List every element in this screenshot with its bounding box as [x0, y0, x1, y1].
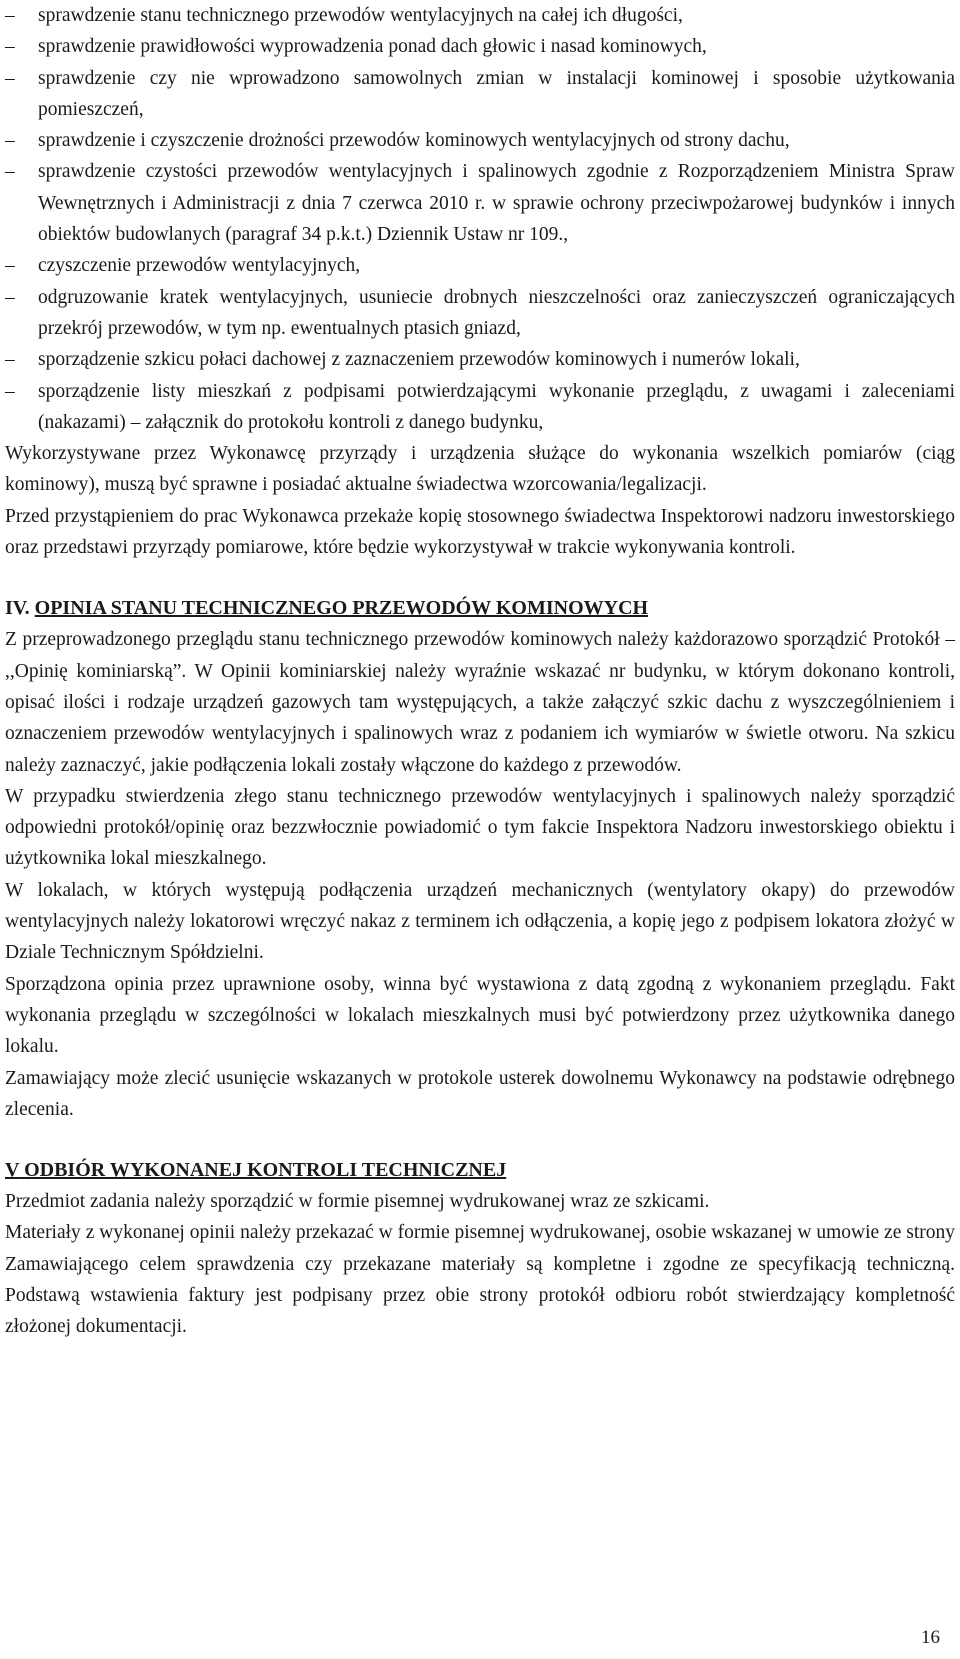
- dash-bullet-icon: –: [5, 5, 15, 26]
- paragraph: Materiały z wykonanej opinii należy przekazać w formie pisemnej wydrukowanej, osobie wskazanej w umowie ze strony Zamawiającego celem sprawdzenia czy przekazane materiały są kompletne i zgodne ze specyfikacją techniczną. Podstawą wstawienia faktury jest podpisany przez obie strony protokół odbioru robót stwierdzający kompletność złożonej dokumentacji.: [5, 1222, 955, 1338]
- dash-bullet-icon: –: [5, 161, 15, 183]
- list-item-text: sprawdzenie stanu technicznego przewodów wentylacyjnych na całej ich długości,: [38, 5, 683, 26]
- dash-bullet-icon: –: [5, 349, 15, 371]
- page-content: [5, 0, 955, 1343]
- dash-bullet-icon: –: [5, 130, 15, 152]
- list-item: [5, 63, 955, 126]
- list-item: [5, 250, 955, 281]
- dash-bullet-icon: –: [5, 255, 15, 277]
- list-item-text: sprawdzenie prawidłowości wyprowadzenia ponad dach głowic i nasad kominowych,: [38, 36, 707, 58]
- section-number: V: [5, 1159, 20, 1182]
- paragraph-certificate: Przed przystąpieniem do prac Wykonawca przekaże kopię stosownego świadectwa Inspektorowi nadzoru inwestorskiego oraz przedstawi przyrządy pomiarowe, które będzie wykorzystywał w trakcie wykonywania kontroli.: [5, 505, 955, 559]
- dash-bullet-icon: –: [5, 36, 15, 58]
- list-item: [5, 0, 955, 31]
- list-item: [5, 31, 955, 62]
- list-item: [5, 376, 955, 439]
- section-heading-iv: [5, 592, 955, 624]
- paragraph: Zamawiający może zlecić usunięcie wskazanych w protokole usterek dowolnemu Wykonawcy na podstawie odrębnego zlecenia.: [5, 1067, 955, 1120]
- paragraph: Z przeprowadzonego przeglądu stanu technicznego przewodów kominowych należy każdorazowo sporządzić Protokół – ,,Opinię kominiarską”. W Opinii kominiarskiej należy wyraźnie wskazać nr budynku, w którym dokonano kontroli, opisać ilości i rodzaje urządzeń gazowych tam występujących, a także załączyć szkic dachu z wyszczególnieniem i oznaczeniem przewodów wentylacyjnych i spalinowych wraz z podaniem ich wymiarów w świetle otworu. Na szkicu należy zaznaczyć, jakie podłączenia lokali zostały włączone do każdego z przewodów.: [5, 629, 955, 776]
- list-item-text: czyszczenie przewodów wentylacyjnych,: [38, 255, 361, 277]
- list-item: [5, 344, 955, 375]
- paragraph: Sporządzona opinia przez uprawnione osoby, winna być wystawiona z datą zgodną z wykonaniem przeglądu. Fakt wykonania przeglądu w szczególności w lokalach mieszkalnych musi być potwierdzony przez użytkownika danego lokalu.: [5, 973, 955, 1058]
- list-item-text: sporządzenie szkicu połaci dachowej z zaznaczeniem przewodów kominowych i numerów lokali,: [38, 349, 800, 371]
- list-item-text: odgruzowanie kratek wentylacyjnych, usuniecie drobnych nieszczelności oraz zanieczyszczeń ograniczających przekrój przewodów, w tym np. ewentualnych ptasich gniazd,: [38, 286, 955, 339]
- list-item-text: sprawdzenie czy nie wprowadzono samowolnych zmian w instalacji kominowej i sposobie użytkowania pomieszczeń,: [38, 67, 955, 120]
- section-number: IV.: [5, 597, 30, 620]
- dash-bullet-icon: –: [5, 380, 15, 402]
- list-item-text: sprawdzenie i czyszczenie drożności przewodów kominowych wentylacyjnych od strony dachu,: [38, 130, 790, 152]
- paragraph-equipment: Wykorzystywane przez Wykonawcę przyrządy i urządzenia służące do wykonania wszelkich pomiarów (ciąg kominowy), muszą być sprawne i posiadać aktualne świadectwa wzorcowania/legalizacji.: [5, 443, 955, 496]
- section-heading-v: [5, 1154, 955, 1186]
- page-number: 16: [921, 1627, 940, 1648]
- dash-bullet-icon: –: [5, 286, 15, 308]
- dash-bullet-icon: –: [5, 67, 15, 89]
- inspection-scope-list: [5, 0, 955, 438]
- list-item-text: sprawdzenie czystości przewodów wentylacyjnych i spalinowych zgodnie z Rozporządzeniem Ministra Spraw Wewnętrznych i Administracji z dnia 7 czerwca 2010 r. w sprawie ochrony przeciwpożarowej budynków i innych obiektów budowlanych (paragraf 34 p.k.t.) Dziennik Ustaw nr 109.,: [38, 161, 955, 246]
- paragraph: W przypadku stwierdzenia złego stanu technicznego przewodów wentylacyjnych i spalinowych należy sporządzić odpowiedni protokół/opinię oraz bezzwłocznie powiadomić o tym fakcie Inspektora Nadzoru inwestorskiego obiektu i użytkownika lokal mieszkalnego.: [5, 785, 955, 870]
- paragraph: Przedmiot zadania należy sporządzić w formie pisemnej wydrukowanej wraz ze szkicami.: [5, 1191, 710, 1213]
- section-title: OPINIA STANU TECHNICZNEGO PRZEWODÓW KOMINOWYCH: [34, 597, 649, 620]
- paragraph: W lokalach, w których występują podłączenia urządzeń mechanicznych (wentylatory okapy) do przewodów wentylacyjnych należy lokatorowi wręczyć nakaz z terminem ich odłączenia, a kopię jego z podpisem lokatora złożyć w Dziale Technicznym Spółdzielni.: [5, 879, 955, 964]
- list-item: [5, 125, 955, 156]
- section-title: ODBIÓR WYKONANEJ KONTROLI TECHNICZNEJ: [24, 1159, 507, 1182]
- list-item-text: sporządzenie listy mieszkań z podpisami potwierdzającymi wykonanie przeglądu, z uwagami i zaleceniami (nakazami) – załącznik do protokołu kontroli z danego budynku,: [38, 380, 955, 433]
- list-item: [5, 156, 955, 250]
- list-item: [5, 282, 955, 345]
